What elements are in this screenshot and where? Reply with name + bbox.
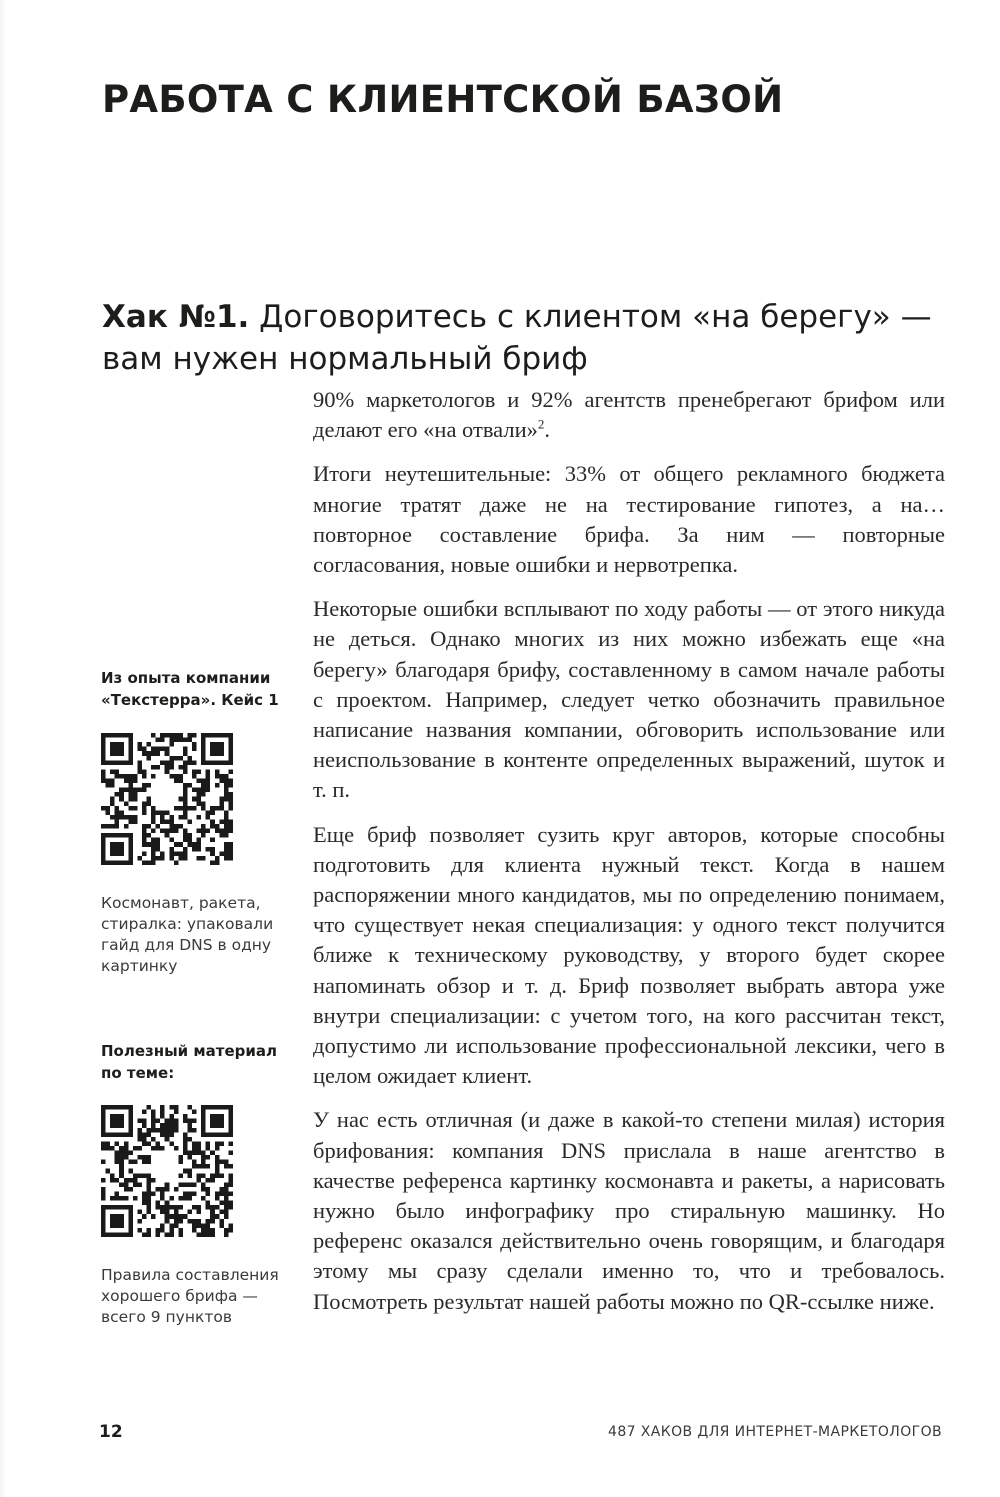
useful-material-caption: Правила составления хорошего брифа — всего 9 пунктов (101, 1266, 279, 1326)
paragraph-4: Еще бриф позволяет сузить круг авторов, которые способны подготовить для клиента нужный текст. Когда в нашем распоряжении много кандидатов, мы по определению понимаем, что существует некая специализация: у одного текст получится ближе к техническому руководству, у второго будет скорее напоминать обзор и т. д. Бриф позволяет выбрать автора уже внутри специализации: с учетом того, на кого рассчитан текст, допустимо ли использование профессиональной лексики, чего в целом ожидает клиент. (313, 821, 945, 1089)
paragraph-3: Некоторые ошибки всплывают по ходу работы — от этого никуда не деться. Однако многих из них можно избежать еще «на берегу» благодаря брифу, составленному в самом начале работы с проектом. Например, следует четко обозначить правильное написание названия компании, обговорить использование или неиспользование в контенте определенных выражений, шуток и т. п. (313, 596, 945, 803)
hack-number: Хак №1. (102, 299, 250, 335)
footnote-ref[interactable]: 2 (537, 416, 545, 432)
paragraph-1: 90% маркетологов и 92% агентств пренебрегают брифом или делают его «на отвали»$^2$. (313, 387, 945, 443)
article-body (313, 385, 945, 1331)
paragraph-5: У нас есть отличная (и даже в какой-то степени милая) история брифования: компания DNS прислала в наше агентство в качестве референса картинку космонавта и ракеты, а нарисовать нужно было инфографику про стиральную машинку. Но референс оказался действительно очень говорящим, и благодаря этому мы сразу сделали именно то, что и требовалось. Посмотреть результат нашей работы можно по QR-ссылке ниже. (313, 1107, 945, 1314)
qr-code-useful-material[interactable] (101, 1105, 233, 1237)
qr-code-case-study[interactable] (101, 733, 233, 865)
useful-material-heading: Полезный материал по теме: (101, 1042, 278, 1082)
chapter-title: РАБОТА С КЛИЕНТСКОЙ БАЗОЙ (102, 78, 784, 121)
page-number: 12 (99, 1422, 123, 1442)
case-study-heading: Из опыта компании «Текстерра». Кейс 1 (101, 669, 279, 709)
case-study-caption: Космонавт, ракета, стиралка: упаковали гайд для DNS в одну картинку (101, 894, 274, 975)
hack-title (102, 296, 962, 380)
running-footer-title: 487 ХАКОВ ДЛЯ ИНТЕРНЕТ-МАРКЕТОЛОГОВ (608, 1424, 942, 1440)
paragraph-2: Итоги неутешительные: 33% от общего рекламного бюджета многие тратят даже не на тестирование гипотез, а на… повторное составление брифа. За ним — повторные согласования, новые ошибки и нервотрепка. (313, 461, 945, 578)
hack-title-text: Договоритесь с клиентом «на берегу» — вам нужен нормальный бриф (102, 299, 932, 377)
